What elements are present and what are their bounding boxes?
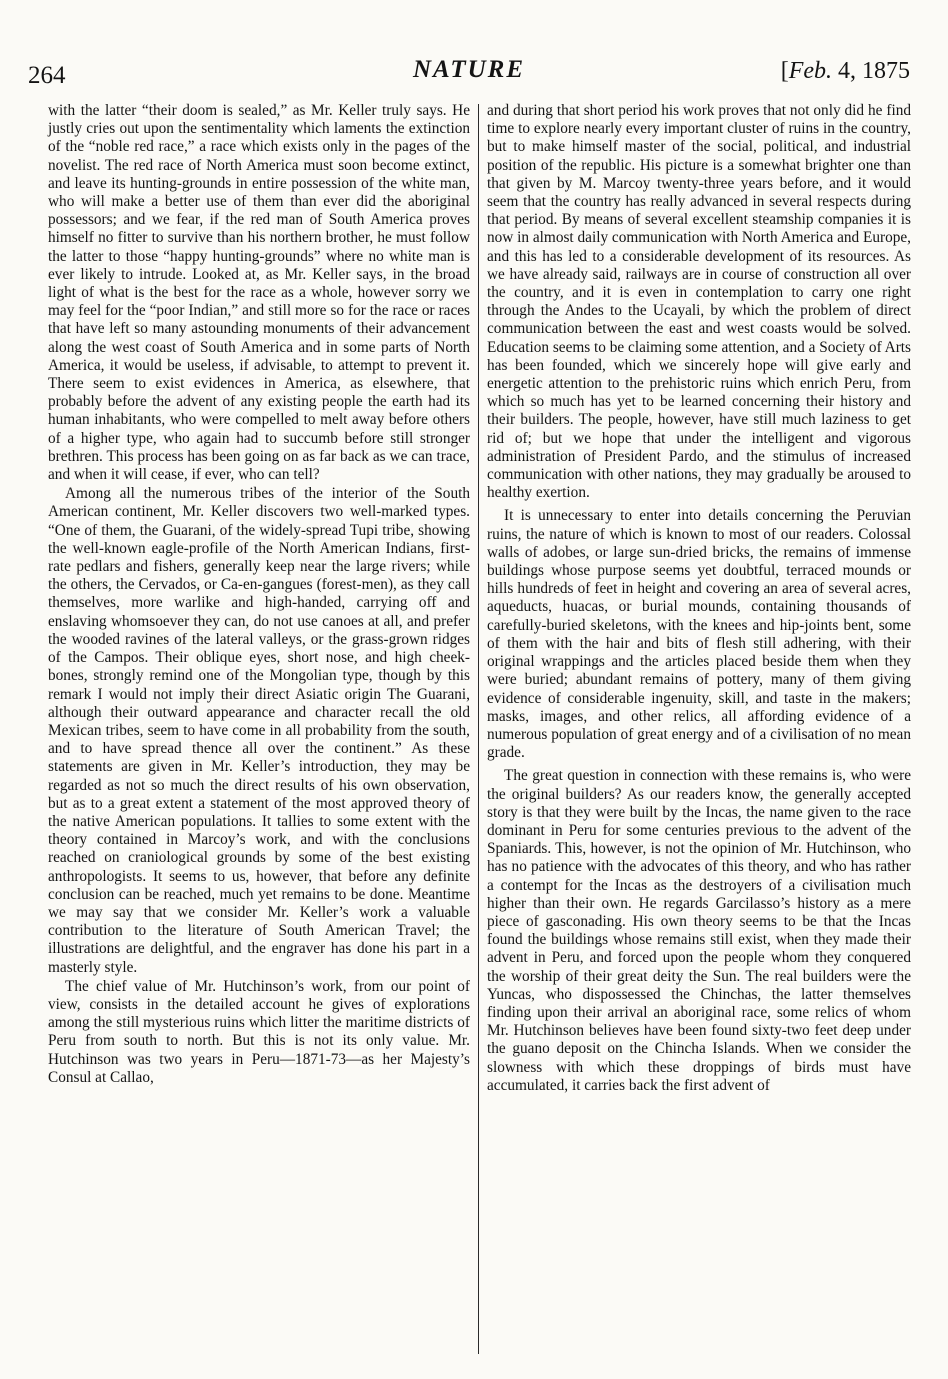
paragraph: It is unnecessary to enter into details concerning the Peruvian ruins, the nature of which is known to most of our readers. Colossal walls of adobes, or large sun-dried bricks, the remains of immense buildings whose purpose seems yet doubtful, terraced mounds or hills hundreds of feet in height and covering an area of several acres, aqueducts, huacas, or burial mounds, containing thousands of carefully-buried skeletons, with the knees and hip-joints bent, some of them with the hair and bits of flesh still adhering, with their original wrappings and the articles placed beside them when they were buried; abundant remains of pottery, many of them giving evidence of considerable ingenuity, skill, and taste in the makers; masks, images, and other relics, all affording evidence of a numerous population of great energy and of a civilisation of no mean grade.: [487, 507, 911, 762]
page-header: [28, 50, 910, 90]
paragraph: The great question in connection with these remains is, who were the original builders? As our readers know, the generally accepted story is that they were built by the Incas, the name given to the race dominant in Peru for some centuries previous to the advent of the Spaniards. This, however, is not the opinion of Mr. Hutchinson, who has no patience with the advocates of this theory, and who has rather a contempt for the Incas as the destroyers of a civilisation much higher than their own. He regards Garcilasso’s history as a mere piece of gasconading. His own theory seems to be that the Incas found the buildings whose remains still exist, when they made their advent in Peru, and forced upon the people whom they conquered the worship of their great deity the Sun. The real builders were the Yuncas, who dispossessed the Chinchas, the latter themselves finding upon their arrival an aboriginal race, some relics of whom Mr. Hutchinson believes have been found sixty-two feet deep under the guano deposit on the Chincha Islands. When we consider the slowness with which these droppings of birds must have accumulated, it carries back the first advent of: [487, 767, 911, 1094]
paragraph: with the latter “their doom is sealed,” as Mr. Keller truly says. He justly cries out upon the sentimentality which laments the extinction of the “noble red race,” a race which exists only in the pages of the novelist. The red race of North America must soon become extinct, and leave its hunting-grounds in entire possession of the white man, who will make a better use of them than ever did the aboriginal possessors; and we fear, if the red man of South America proves himself no fitter to survive than his northern brother, he must follow the latter to those “happy hunting-grounds” where no white man is ever likely to intrude. Looked at, as Mr. Keller says, in the broad light of what is the best for the race as a whole, however sorry we may feel for the “poor Indian,” and still more so for the race or races that have left so many astounding monuments of their advancement along the west coast of South America and in some parts of North America, it would be useless, if advisable, to attempt to prevent it. There seem to exist evidences in America, as elsewhere, that probably before the advent of any existing people the earth had its human inhabitants, who were compelled to melt away before others of a higher type, who again had to succumb before still stronger brethren. This process has been going on as far back as we can trace, and when it will cease, if ever, who can tell?: [48, 102, 470, 484]
paragraph: The chief value of Mr. Hutchinson’s work, from our point of view, consists in the detailed account he gives of explorations among the still mysterious ruins which litter the maritime districts of Peru from south to north. But this is not its only value. Mr. Hutchinson was two years in Peru—1871-73—as her Majesty’s Consul at Callao,: [48, 977, 470, 1086]
page-number: 264: [28, 62, 66, 89]
date-day-year: 4, 1875: [832, 58, 910, 84]
left-column: [48, 102, 470, 1087]
right-column: [487, 102, 911, 1095]
date-bracket: [: [780, 58, 789, 84]
journal-title: NATURE: [412, 56, 526, 83]
date-month: Feb.: [788, 58, 832, 84]
column-divider: [478, 104, 479, 1354]
paragraph: and during that short period his work proves that not only did he find time to explore nearly every important cluster of ruins in the country, but to make himself master of the social, political, and industrial position of the republic. His picture is a somewhat brighter one than that given by M. Marcoy twenty-three years before, and it would seem that the country has really advanced in several respects during that period. By means of several excellent steamship companies it is now in almost daily communication with North America and Europe, and this has led to a considerable development of its resources. As we have already said, railways are in course of construction all over the country, and it is even in contemplation to carry one right through the Andes to the Ucayali, by which the problem of direct communication between the east and west coasts would be solved. Education seems to be claiming some attention, and a Society of Arts has been founded, which we sincerely hope will give early and energetic attention to the prehistoric ruins which enrich Peru, from which so much has yet to be learned concerning their history and their builders. The people, however, have still much laziness to get rid of; but we hope that under the intelligent and vigorous administration of President Pardo, and the stimulus of increased communication with other nations, they may gradually be aroused to healthy exertion.: [487, 102, 911, 502]
issue-date: [781, 58, 910, 85]
paragraph: Among all the numerous tribes of the interior of the South American continent, Mr. Keller discovers two well-marked types. “One of them, the Guarani, of the widely-spread Tupi tribe, showing the well-known eagle-profile of the North American Indians, first-rate pedlars and fishers, generally keep near the large rivers; while the others, the Cervados, or Ca-en-gangues (forest-men), as they call themselves, more warlike and high-handed, carrying off and enslaving whomsoever they can, do not use canoes at all, and prefer the wooded ravines of the lateral valleys, or the grass-grown ridges of the Campos. Their oblique eyes, short nose, and high cheek-bones, strongly remind one of the Mongolian type, though by this remark I would not imply their direct Asiatic origin The Guarani, although their outward appearance and character recall the old Mexican tribes, seem to have come in all probability from the south, and to have spread thence all over the continent.” As these statements are given in Mr. Keller’s introduction, they may be regarded as not so much the direct results of his own observation, but as to a great extent a statement of the most approved theory of the native American populations. It tallies to some extent with the theory contained in Marcoy’s work, and with the conclusions reached on craniological grounds by some of the best existing anthropologists. It seems to us, however, that before any definite conclusion can be reached, much yet remains to be done. Meantime we may say that we consider Mr. Keller’s work a valuable contribution to the literature of South American Travel; the illustrations are delightful, and the engraver has done his part in a masterly style.: [48, 485, 470, 976]
